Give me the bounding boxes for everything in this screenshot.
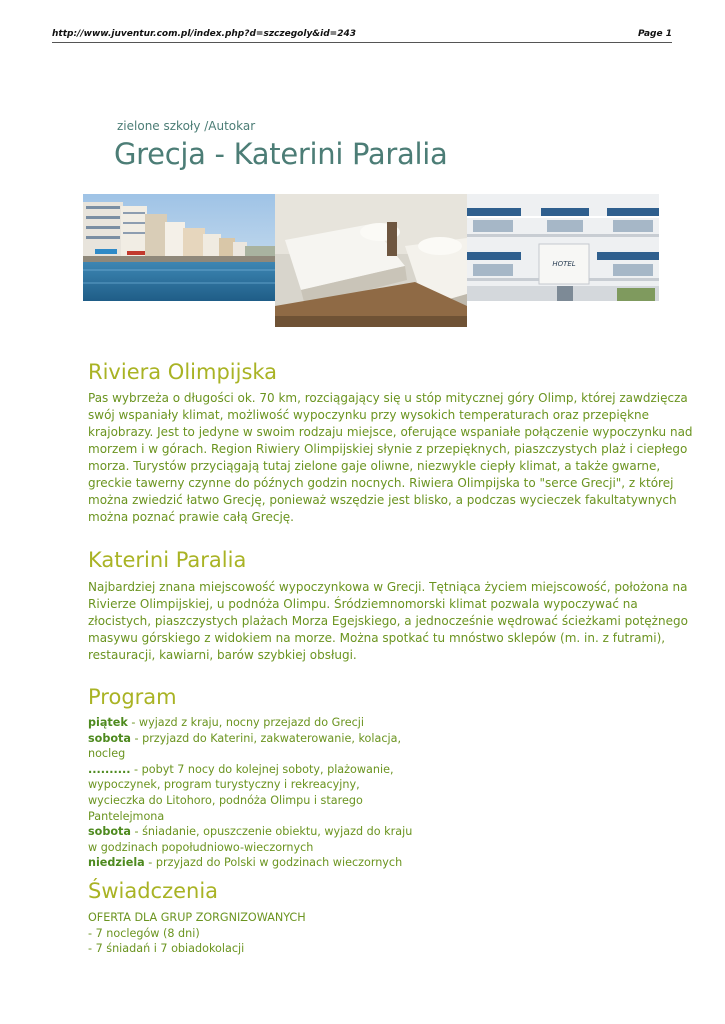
katerini-line: Najbardziej znana miejscowość wypoczynkowa w Grecji. Tętniąca życiem miejscowość, położona na [88,580,688,594]
program-text: - przyjazd do Katerini, zakwaterowanie, kolacja, nocleg [88,731,401,761]
program-day: niedziela [88,856,145,870]
program-item [88,731,418,762]
riviera-line: morza. Turystów przyciągają tutaj zielone gaje oliwne, niezwykle ciepły klimat, a także gwarne, [88,459,661,473]
heading-riviera: Riviera Olimpijska [88,360,278,384]
riviera-line: można poznać prawie całą Grecję. [88,510,294,524]
riviera-line: krajobrazy. Jest to jedyne w swoim rodzaju miejsce, oferujące wspaniałe połączenie wypoczynku nad [88,425,693,439]
katerini-line: złocistych, piaszczystych plażach Morza Egejskiego, a jednocześnie wędrować ścieżkami potężnego [88,614,688,628]
heading-swiadczenia: Świadczenia [88,879,219,903]
program-text: - śniadanie, opuszczenie obiektu, wyjazd do kraju w godzinach popołudniowo-wieczornych [88,825,413,854]
program-day: sobota [88,731,131,745]
print-header [52,29,672,43]
program-item [88,762,418,824]
riviera-line: greckie tawerny czynne do późnych godzin nocnych. Riwiera Olimpijska to "serce Grecji", z której [88,476,674,490]
program-text: - wyjazd z kraju, nocny przejazd do Grecji [127,716,364,729]
hotel-sign: HOTEL [552,260,576,268]
riviera-body [88,390,693,526]
photo-hotel-facade [467,194,659,301]
page-title: Grecja - Katerini Paralia [114,137,448,171]
program-item [88,855,418,871]
riviera-line: swój wspaniały klimat, możliwość wypoczynku przy wysokich temperaturach oraz przepiękne [88,408,650,422]
katerini-body [88,579,688,664]
page-url: http://www.juventur.com.pl/index.php?d=szczegoly&id=243 [52,29,357,39]
program-item [88,824,418,855]
program-day: sobota [88,825,131,839]
breadcrumb: zielone szkoły /Autokar [117,119,256,133]
katerini-line: masywu górskiego z widokiem na morze. Można spotkać tu mnóstwo sklepów (m. in. z futrami), [88,631,666,645]
heading-program: Program [88,685,177,709]
program-day: piątek [88,716,128,729]
swiadczenia-line: - 7 śniadań i 7 obiadokolacji [88,942,245,956]
riviera-line: można zwiedzić łatwo Grecję, ponieważ wszędzie jest blisko, a podczas wycieczek fakultatywnych [88,493,677,507]
program-item [88,715,418,731]
heading-katerini: Katerini Paralia [88,548,247,572]
program-list [88,715,418,871]
swiadczenia-line: OFERTA DLA GRUP ZORGNIZOWANYCH [88,911,306,924]
katerini-line: restauracji, kawiarni, barów szybkiej obsługi. [88,648,357,662]
swiadczenia-line: - 7 noclegów (8 dni) [88,926,200,940]
riviera-line: morzem i w górach. Region Riwiery Olimpijskiej słynie z przepięknych, piaszczystych plaż i ciepłego [88,442,688,456]
program-day: .......... [88,762,131,776]
swiadczenia-list [88,910,306,957]
photo-seaside-town [83,194,275,301]
program-text: - przyjazd do Polski w godzinach wieczornych [144,856,403,870]
riviera-line: Pas wybrzeża o długości ok. 70 km, rozciągający się u stóp mitycznej góry Olimp, której zawdzięcza [88,391,688,405]
photo-hotel-room [275,194,467,327]
page-number: Page 1 [637,29,672,39]
katerini-line: Rivierze Olimpijskiej, u podnóża Olimpu. Śródziemnomorski klimat pozwala wypoczywać na [88,597,638,611]
program-text: - pobyt 7 nocy do kolejnej soboty, plażowanie, wypoczynek, program turystyczny i rekreacyjny, wycieczka do Litohoro, podnóża Olimpu i starego Pantelejmona [88,762,394,823]
